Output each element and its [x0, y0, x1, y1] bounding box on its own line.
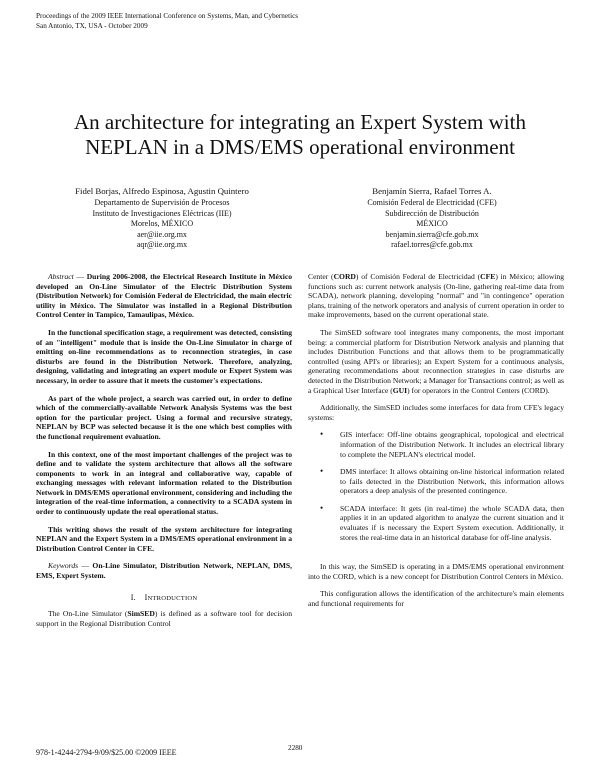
- abstract-dash: —: [73, 272, 87, 281]
- right-p1-a: Center (: [308, 272, 334, 281]
- keywords-text: On-Line Simulator, Distribution Network, NEPLAN, DMS, EMS, Expert System.: [36, 561, 292, 581]
- paper-title: [40, 110, 560, 160]
- bullet-gis: [308, 430, 564, 459]
- author-block-right: [322, 186, 542, 250]
- author-email-right-1: benjamin.sierra@cfe.gob.mx: [385, 229, 479, 239]
- author-names-right: Benjamín Sierra, Rafael Torres A.: [372, 186, 492, 196]
- abstract-label: Abstract: [48, 272, 74, 281]
- intro-simsed-bold: SimSED: [127, 609, 155, 619]
- right-p2-gui: GUI: [392, 385, 408, 395]
- abstract-paragraph-2: In the functional specification stage, a requirement was detected, consisting of an "intelligent" module that is inside the On-Line Simulator in charge of emitting on-line recommendations as to reconnection strategies, in case disturbs are found in the Distribution Network. Therefore, analyzing, designing, validating and integrating an expert module or Expert System was necessary, in order to assure that it meets the customer's expectations.: [36, 327, 292, 385]
- abstract-paragraph-1: [36, 272, 292, 320]
- bullet-text-gis: GIS interface: Off-line obtains geographical, topological and electrical information of the Distribution Network. It includes an electrical library to complete the NEPLAN's electrical model.: [340, 430, 564, 459]
- section-title-rest: NTRODUCTION: [147, 594, 198, 602]
- proceedings-line-2: San Antonio, TX, USA - October 2009: [36, 21, 148, 30]
- author-email-left-1: aer@iie.org.mx: [137, 229, 187, 239]
- keywords-paragraph: [36, 561, 292, 580]
- author-dept-left: Departamento de Supervisión de Procesos: [94, 198, 230, 208]
- right-paragraph-4: In this way, the SimSED is operating in a DMS/EMS operational environment into the CORD, which is a new concept for Distribution Control Centers in México.: [308, 562, 564, 581]
- section-title-cap: I: [144, 592, 148, 602]
- bullet-text-scada: SCADA interface: It gets (in real-time) the whole SCADA data, then applies it in an updated algorithm to analyze the current situation and it evaluates if is necessary the Expert System execution. Additionally, it stores the real-time data in an historical database for off-line analysis.: [340, 503, 564, 542]
- right-p1-d: ) in México; allowing functions such as: current network analysis (On-line, gathering real-time data from SCADA), network planning, developing "normal" and "in contingence" operation plans, training of the network operators and analysis of current operation in order to make improvements, based on the current operational state.: [308, 272, 565, 320]
- title-line-2: NEPLAN in a DMS/EMS operational environment: [85, 135, 515, 159]
- section-number: I.: [130, 592, 136, 602]
- keywords-label: Keywords: [48, 561, 79, 571]
- bullet-dot-icon: •: [320, 502, 324, 513]
- proceedings-header: [36, 12, 298, 31]
- bullet-dms: [308, 467, 564, 496]
- right-p2-c: ) for operators in the Control Centers (CORD).: [407, 385, 550, 395]
- abstract-paragraph-3: As part of the whole project, a search was carried out, in order to define which of the commercially-available Network Analysis Systems was the best option for the particular project. Using a formal and recursive strategy, NEPLAN by BCP was selected because it is the one which best complies with the functional requirement evaluation.: [36, 393, 292, 441]
- abstract-paragraph-5: This writing shows the result of the system architecture for integrating NEPLAN and the Expert System in a DMS/EMS operational environment in a Distribution Control Center in CFE.: [36, 524, 292, 553]
- author-country-right: MÉXICO: [416, 219, 448, 229]
- author-city-left: Morelos, MÉXICO: [130, 219, 194, 229]
- intro-paragraph-1: [36, 609, 292, 628]
- right-paragraph-3: Additionally, the SimSED includes some interfaces for data from CFE's legacy systems:: [308, 403, 564, 422]
- right-paragraph-2: [308, 328, 564, 395]
- title-line-1: An architecture for integrating an Expert System with: [74, 110, 526, 134]
- author-inst-left: Instituto de Investigaciones Eléctricas (IIE): [92, 208, 232, 218]
- abstract-paragraph-4: In this context, one of the most important challenges of the project was to define and to validate the system architecture that allows all the software components to work in an integral and collaborative way, capable of exchanging messages with relevant information related to the Distribution Network in DMS/EMS operational environment, considering and including the integration of the real-time information, a connectivity to a SCADA system in order to continuously update the real operational status.: [36, 449, 292, 517]
- left-column: [36, 272, 292, 636]
- intro-text-start: The On-Line Simulator (: [48, 609, 128, 619]
- page-number: 2280: [288, 744, 303, 752]
- right-paragraph-1: [308, 272, 564, 320]
- bullet-dot-icon: •: [320, 429, 324, 440]
- section-heading-introduction: [36, 593, 292, 604]
- author-org-right: Comisión Federal de Electricidad (CFE): [367, 198, 497, 208]
- bullet-dot-icon: •: [320, 466, 324, 477]
- right-p1-cfe: CFE: [480, 272, 496, 281]
- right-column: [308, 272, 564, 617]
- author-block-left: [52, 186, 272, 250]
- author-dept-right: Subdirección de Distribución: [385, 208, 479, 218]
- intro-text-end: ) is defined as a software tool for decision support in the Regional Distribution Control: [36, 609, 292, 628]
- bullet-text-dms: DMS interface: It allows obtaining on-line historical information related to fails detected in the Distribution Network, this information allows operators a deep analysis of the presented contingence.: [340, 467, 564, 496]
- keywords-dash: —: [78, 561, 93, 571]
- author-email-left-2: aqr@iie.org.mx: [136, 240, 188, 250]
- bullet-scada: [308, 504, 564, 542]
- isbn-footer: 978-1-4244-2794-9/09/$25.00 ©2009 IEEE: [36, 748, 177, 757]
- author-email-right-2: rafael.torres@cfe.gob.mx: [391, 240, 473, 250]
- right-paragraph-5: This configuration allows the identification of the architecture's main elements and functional requirements for: [308, 589, 564, 609]
- proceedings-line-1: Proceedings of the 2009 IEEE International Conference on Systems, Man, and Cybernetics: [36, 12, 299, 20]
- author-names-left: Fidel Borjas, Alfredo Espinosa, Agustin Quintero: [75, 186, 249, 196]
- right-p1-c: ) of Comisión Federal de Electricidad (: [355, 272, 481, 281]
- right-p1-cord: CORD: [333, 272, 356, 281]
- right-p2-a: The SimSED software tool integrates many components, the most important being: a commercial platform for Distribution Network analysis and planning that includes Distribution Functions and that allows them to be programmatically controlled (using API's or libraries); an Expert System for a continuous analysis, generating recommendations about reconnection strategies in case disturbs are detected in the Distribution Network; a Manager for Transactions control; as well as a Graphical User Interface (: [308, 327, 564, 395]
- abstract-text-1: During 2006-2008, the Electrical Research Institute in México developed an On-Line Simulator of the Electric Distribution System (Distribution Network) for Comisión Federal de Electricidad, the main electric utility in México. The Simulator was installed in a Regional Distribution Control Center in Tampico, Tamaulipas, México.: [36, 272, 293, 320]
